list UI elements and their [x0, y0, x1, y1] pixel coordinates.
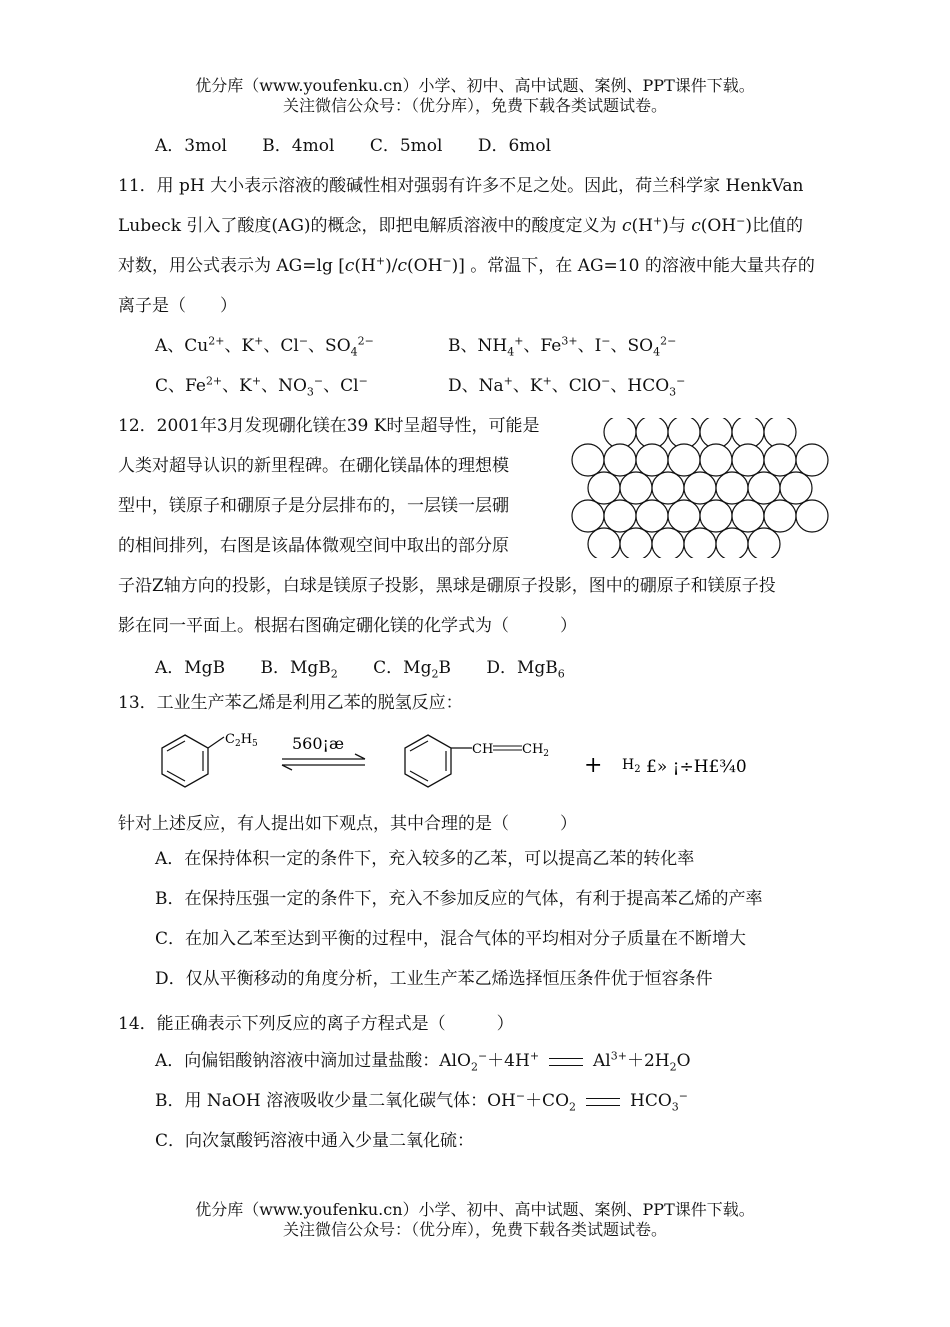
- magnesium-atom: [572, 444, 604, 476]
- magnesium-atom: [668, 444, 700, 476]
- atom-lattice: [572, 418, 828, 558]
- q13-line-1: 13．工业生产苯乙烯是利用乙苯的脱氢反应：: [118, 693, 463, 713]
- magnesium-atom: [732, 444, 764, 476]
- q12-option-c: C．$Mg_2B$: [373, 658, 451, 681]
- q10-option-d: D．6mol: [477, 136, 552, 156]
- q11-option-a: A、$Cu^{2+}$、K+、Cl−、$SO_4^{2-}$: [155, 334, 374, 359]
- q13-question: 针对上述反应，有人提出如下观点，其中合理的是（ ）: [118, 814, 577, 834]
- equals-sign: [586, 1098, 620, 1106]
- magnesium-atom: [764, 500, 796, 532]
- magnesium-atom: [732, 500, 764, 532]
- q12-options: [155, 657, 595, 679]
- magnesium-atom: [716, 472, 748, 504]
- magnesium-atom: [636, 500, 668, 532]
- magnesium-atom: [636, 444, 668, 476]
- reaction-condition: 560¡æ: [292, 734, 345, 753]
- q11-line-2: Lubeck 引入了酸度(AG)的概念，即把电解质溶液中的酸度定义为 c(H+)与 c(OH−)比值的: [118, 214, 803, 236]
- magnesium-atom: [748, 472, 780, 504]
- magnesium-atom: [652, 472, 684, 504]
- magnesium-atom: [620, 472, 652, 504]
- q13-option-b: B．在保持压强一定的条件下，充入不参加反应的气体，有利于提高苯乙烯的产率: [155, 889, 763, 909]
- q12-line-6: 影在同一平面上。根据右图确定硼化镁的化学式为（ ）: [118, 616, 577, 636]
- svg-text:CH: CH: [472, 742, 494, 757]
- q14-line-1: 14．能正确表示下列反应的离子方程式是（ ）: [118, 1014, 514, 1034]
- magnesium-atom: [620, 528, 652, 558]
- magnesium-atom: [796, 500, 828, 532]
- q12-line-5: 子沿Z轴方向的投影，白球是镁原子投影，黑球是硼原子投影，图中的硼原子和镁原子投: [118, 576, 776, 596]
- magnesium-atom: [716, 528, 748, 558]
- q11-line-3: 对数，用公式表示为 AG=lg [c(H+)/c(OH−)] 。常温下，在 AG=10 的溶液中能大量共存的: [118, 254, 815, 276]
- footer-line-1: 优分库（www.youfenku.cn）小学、初中、高中试题、案例、PPT课件下载。: [195, 1200, 755, 1219]
- q10-option-c: C．5mol: [369, 136, 443, 156]
- q10-options: [155, 135, 581, 157]
- footer-line-2: 关注微信公众号：（优分库），免费下载各类试题试卷。: [282, 1220, 667, 1239]
- plus-sign: +: [584, 753, 603, 778]
- magnesium-atom: [700, 500, 732, 532]
- q14-option-b: B．用 NaOH 溶液吸收少量二氧化碳气体：$OH^-+CO_2$ $HCO_3^-$: [155, 1089, 689, 1114]
- svg-text:C2H5: $C_2H_5$: [225, 732, 258, 749]
- magnesium-atom: [604, 500, 636, 532]
- q11-option-b: B、$NH_4^+$、$Fe^{3+}$、I−、$SO_4^{2-}$: [448, 334, 677, 359]
- q12-line-2: 人类对超导认识的新里程碑。在硼化镁晶体的理想模: [118, 456, 509, 476]
- q10-option-b: B．4mol: [262, 136, 335, 156]
- equals-sign: [549, 1058, 583, 1066]
- q11-option-c: C、$Fe^{2+}$、K+、$NO_3^-$、Cl−: [155, 374, 368, 399]
- svg-text:H2: $H_2$: [622, 757, 641, 775]
- svg-text:CH2: $CH_2$: [522, 742, 550, 759]
- header-line-1: 优分库（www.youfenku.cn）小学、初中、高中试题、案例、PPT课件下载。: [195, 76, 755, 95]
- q12-option-b: B．MgB$_2$: [260, 658, 338, 681]
- reaction-equation: [150, 725, 790, 795]
- q12-line-1: 12．2001年3月发现硼化镁在39 K时呈超导性，可能是: [118, 416, 540, 436]
- q12-line-3: 型中，镁原子和硼原子是分层排布的，一层镁一层硼: [118, 496, 509, 516]
- q14-option-a: A．向偏铝酸钠溶液中滴加过量盐酸：AlO$_2$−＋4H+ $Al^{3+}+2H_2O$: [155, 1049, 691, 1074]
- q12-option-d: D．MgB$_6$: [486, 658, 565, 681]
- magnesium-atom: [684, 472, 716, 504]
- q11-line-4: 离子是（ ）: [118, 296, 237, 316]
- header-line-2: 关注微信公众号：（优分库），免费下载各类试题试卷。: [282, 96, 667, 115]
- garbled-enthalpy: £» ¡÷H£¾0: [646, 757, 747, 777]
- magnesium-atom: [796, 444, 828, 476]
- magnesium-atom: [748, 528, 780, 558]
- q13-option-a: A．在保持体积一定的条件下，充入较多的乙苯，可以提高乙苯的转化率: [155, 849, 695, 869]
- magnesium-atom: [604, 444, 636, 476]
- magnesium-atom: [588, 528, 620, 558]
- magnesium-atom: [588, 472, 620, 504]
- magnesium-atom: [668, 500, 700, 532]
- magnesium-atom: [572, 500, 604, 532]
- magnesium-atom: [684, 528, 716, 558]
- q14-option-c: C．向次氯酸钙溶液中通入少量二氧化硫：: [155, 1131, 475, 1151]
- q13-option-d: D．仅从平衡移动的角度分析，工业生产苯乙烯选择恒压条件优于恒容条件: [155, 969, 713, 989]
- ethylbenzene-structure: [162, 732, 258, 787]
- magnesium-atom: [780, 472, 812, 504]
- styrene-structure: [405, 735, 549, 787]
- q11-line-1: 11．用 pH 大小表示溶液的酸碱性相对强弱有许多不足之处。因此，荷兰科学家 HenkVan: [118, 176, 804, 196]
- q13-option-c: C．在加入乙苯至达到平衡的过程中，混合气体的平均相对分子质量在不断增大: [155, 929, 747, 949]
- q11-option-d: D、Na+、K+、ClO−、$HCO_3^-$: [448, 374, 686, 399]
- magnesium-atom: [652, 528, 684, 558]
- q10-option-a: A．3mol: [155, 136, 227, 156]
- magnesium-atom: [700, 444, 732, 476]
- q12-option-a: A．MgB: [155, 658, 226, 678]
- magnesium-atom: [764, 444, 796, 476]
- q12-line-4: 的相间排列，右图是该晶体微观空间中取出的部分原: [118, 536, 509, 556]
- equilibrium-arrows: [282, 754, 365, 770]
- crystal-projection-figure: [560, 418, 840, 558]
